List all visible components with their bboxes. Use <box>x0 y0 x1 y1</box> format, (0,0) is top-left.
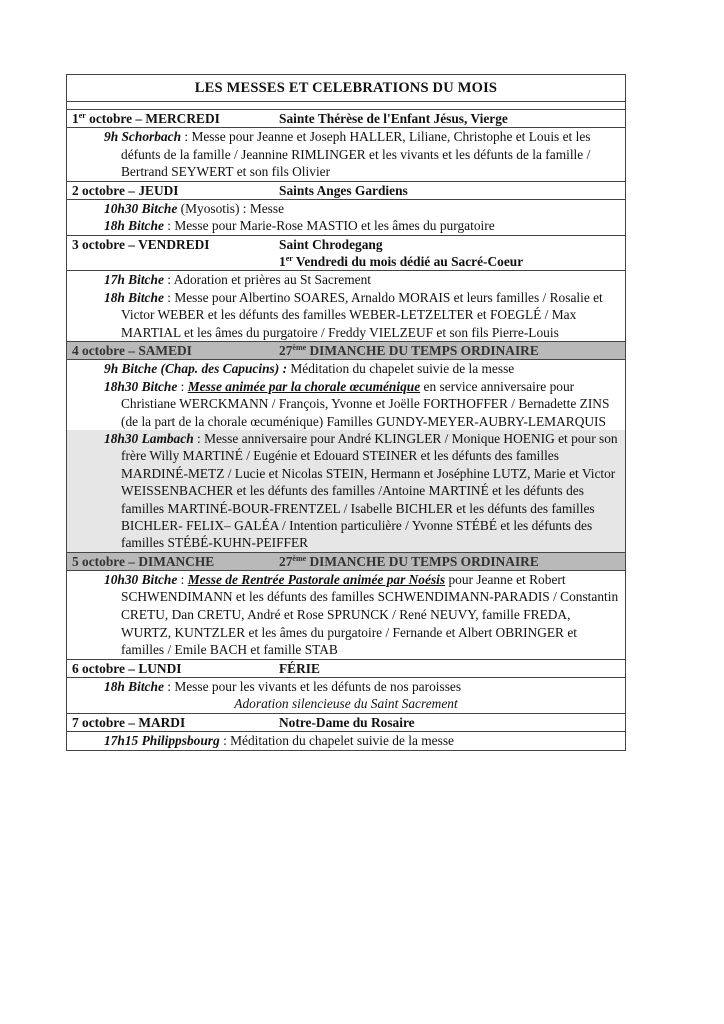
mass-time-place: 18h30 Lambach <box>104 430 194 446</box>
mass-time-place: 10h30 Bitche <box>104 200 178 216</box>
mass-intentions: : Adoration et prières au St Sacrement <box>163 271 372 287</box>
mass-time-place: 9h Bitche (Chap. des Capucins) : <box>104 361 288 377</box>
day-header-2 <box>67 182 625 200</box>
day-body-4 <box>67 360 625 552</box>
day-saint: Sainte Thérèse de l'Enfant Jésus, Vierge <box>279 111 508 126</box>
mass-entry <box>67 732 625 750</box>
spacer <box>67 102 625 110</box>
mass-intentions: en service anniversaire pour Christiane WERCKMANN / François, Yvonne et Joëlle FORTHOFFER / Bernadette ZINS (de la part de la chorale œcuménique) Familles GUNDY-MEYER-AUBRY-LEMARQUIS <box>121 378 610 429</box>
mass-time-place: 9h Schorbach <box>104 129 182 144</box>
mass-intentions: : Méditation du chapelet suivie de la messe <box>219 732 454 748</box>
mass-time-place: 17h15 Philippsbourg <box>104 732 220 748</box>
day-saint: Saint Chrodegang <box>279 236 383 252</box>
day-saint: 27ème DIMANCHE DU TEMPS ORDINAIRE <box>279 553 539 569</box>
mass-entry <box>67 289 625 342</box>
day-header-5 <box>67 553 625 571</box>
mass-entry <box>67 678 625 696</box>
day-date: 6 octobre – LUNDI <box>72 660 182 676</box>
mass-entry: 10h30 Bitche : Messe de Rentrée Pastorale animée par Noésis pour Jeanne et Robert SCHWENDIMANN et les défunts des familles SCHWENDIMANN-PARADIS / Constantin CRETU, Dan CRETU, André et Rose SPRUNCK / René NEUVY, famille FREDA, WURTZ, KUNTZLER et les âmes du purgatoire / Fernande et Albert OBRINGER et familles / Emile BACH et famille STAB <box>104 571 619 658</box>
day-date: 5 octobre – DIMANCHE <box>72 553 215 569</box>
mass-intentions: : Messe pour Jeanne et Joseph HALLER, Liliane, Christophe et Louis et les défunts de la famille / Jeannine RIMLINGER et les vivants et les défunts de la famille / Bertrand SEYWERT et son fils Olivier <box>121 129 591 180</box>
day-date: 3 octobre – VENDREDI <box>72 236 210 252</box>
day-body-6 <box>67 678 625 714</box>
day-saint: Saints Anges Gardiens <box>279 182 408 198</box>
day-date: 4 octobre – SAMEDI <box>72 343 192 359</box>
mass-time-place: 18h30 Bitche <box>104 378 178 394</box>
mass-special-note: Messe de Rentrée Pastorale animée par Noésis <box>187 571 446 587</box>
mass-entry <box>67 200 625 218</box>
mass-entry <box>67 128 625 181</box>
mass-intentions: (Myosotis) : Messe <box>177 200 285 216</box>
day-header-7 <box>67 714 625 732</box>
mass-entry <box>67 360 625 377</box>
day-header-3 <box>67 236 625 271</box>
mass-entry <box>67 271 625 289</box>
day-body-1 <box>67 128 625 182</box>
day-saint: FÉRIE <box>279 660 320 676</box>
day-date: 2 octobre – JEUDI <box>72 182 179 198</box>
day-body-2 <box>67 200 625 236</box>
day-body-5 <box>67 571 625 660</box>
day-body-3 <box>67 271 625 342</box>
day-saint: Notre-Dame du Rosaire <box>279 714 415 730</box>
mass-intentions: Méditation du chapelet suivie de la messe <box>287 361 515 377</box>
day-body-7 <box>67 732 625 751</box>
page-title: LES MESSES ET CELEBRATIONS DU MOIS <box>67 75 625 102</box>
day-header-6 <box>67 660 625 678</box>
mass-time-place: 10h30 Bitche <box>104 571 178 587</box>
mass-schedule-table <box>66 74 626 751</box>
mass-time-place: 18h Bitche <box>104 289 164 305</box>
mass-special-note: Messe animée par la chorale œcuménique <box>187 378 421 394</box>
day-saint-block <box>279 236 625 270</box>
day-header-1 <box>67 110 625 128</box>
mass-intentions: pour Jeanne et Robert SCHWENDIMANN et les défunts des familles SCHWENDIMANN-PARADIS / Constantin CRETU, Dan CRETU, André et Rose SPRUNCK / René NEUVY, famille FREDA, WURTZ, KUNTZLER et les âmes du purgatoire / Fernande et Albert OBRINGER et familles / Emile BACH et famille STAB <box>121 571 619 658</box>
day-saint: 27ème DIMANCHE DU TEMPS ORDINAIRE <box>279 343 539 359</box>
day-date: 7 octobre – MARDI <box>72 714 186 730</box>
mass-time-place: 17h Bitche <box>104 271 164 287</box>
day-date: 1er octobre – MERCREDI <box>72 111 220 126</box>
mass-intentions: : Messe pour Marie-Rose MASTIO et les âmes du purgatoire <box>163 218 495 234</box>
mass-entry: 18h30 Bitche : Messe animée par la chorale œcuménique en service anniversaire pour Christiane WERCKMANN / François, Yvonne et Joëlle FORTHOFFER / Bernadette ZINS (de la part de la chorale œcuménique) Familles GUNDY-MEYER-AUBRY-LEMARQUIS <box>104 378 610 429</box>
mass-intentions: : Messe pour Albertino SOARES, Arnaldo MORAIS et leurs familles / Rosalie et Victor WEBER et les défunts des familles WEBER-LETZELTER et FOEGLÉ / Max MARTIAL et les âmes du purgatoire / Freddy VIELZEUF et son fils Pierre-Louis <box>121 289 603 340</box>
mass-entry <box>67 217 625 235</box>
mass-intentions: : Messe pour les vivants et les défunts de nos paroisses <box>163 678 462 694</box>
day-subtitle: 1er Vendredi du mois dédié au Sacré-Coeur <box>279 253 524 269</box>
mass-time-place: 18h Bitche <box>104 218 164 234</box>
mass-time-place: 18h Bitche <box>104 678 164 694</box>
adoration-note: Adoration silencieuse du Saint Sacrement <box>234 696 458 712</box>
mass-entry <box>67 430 625 552</box>
day-header-4 <box>67 342 625 360</box>
mass-intentions: : Messe anniversaire pour André KLINGLER / Monique HOENIG et pour son frère Willy MARTINÉ / Eugénie et Edouard STEINER et les défunts des familles MARDINÉ-METZ / Lucie et Nicolas STEIN, Hermann et Joséphine LUTZ, Marie et Victor WEISSENBACHER et les défunts des familles /Antoine MARTINÉ et les défunts des familles MARTINÉ-BOUR-FRENTZEL / Isabelle BICHLER et les défunts des familles BICHLER- FELIX– GALÉA / Intention particulière / Yvonne STÉBÉ et les défunts des familles STÉBÉ-KUHN-PEIFFER <box>121 430 618 551</box>
